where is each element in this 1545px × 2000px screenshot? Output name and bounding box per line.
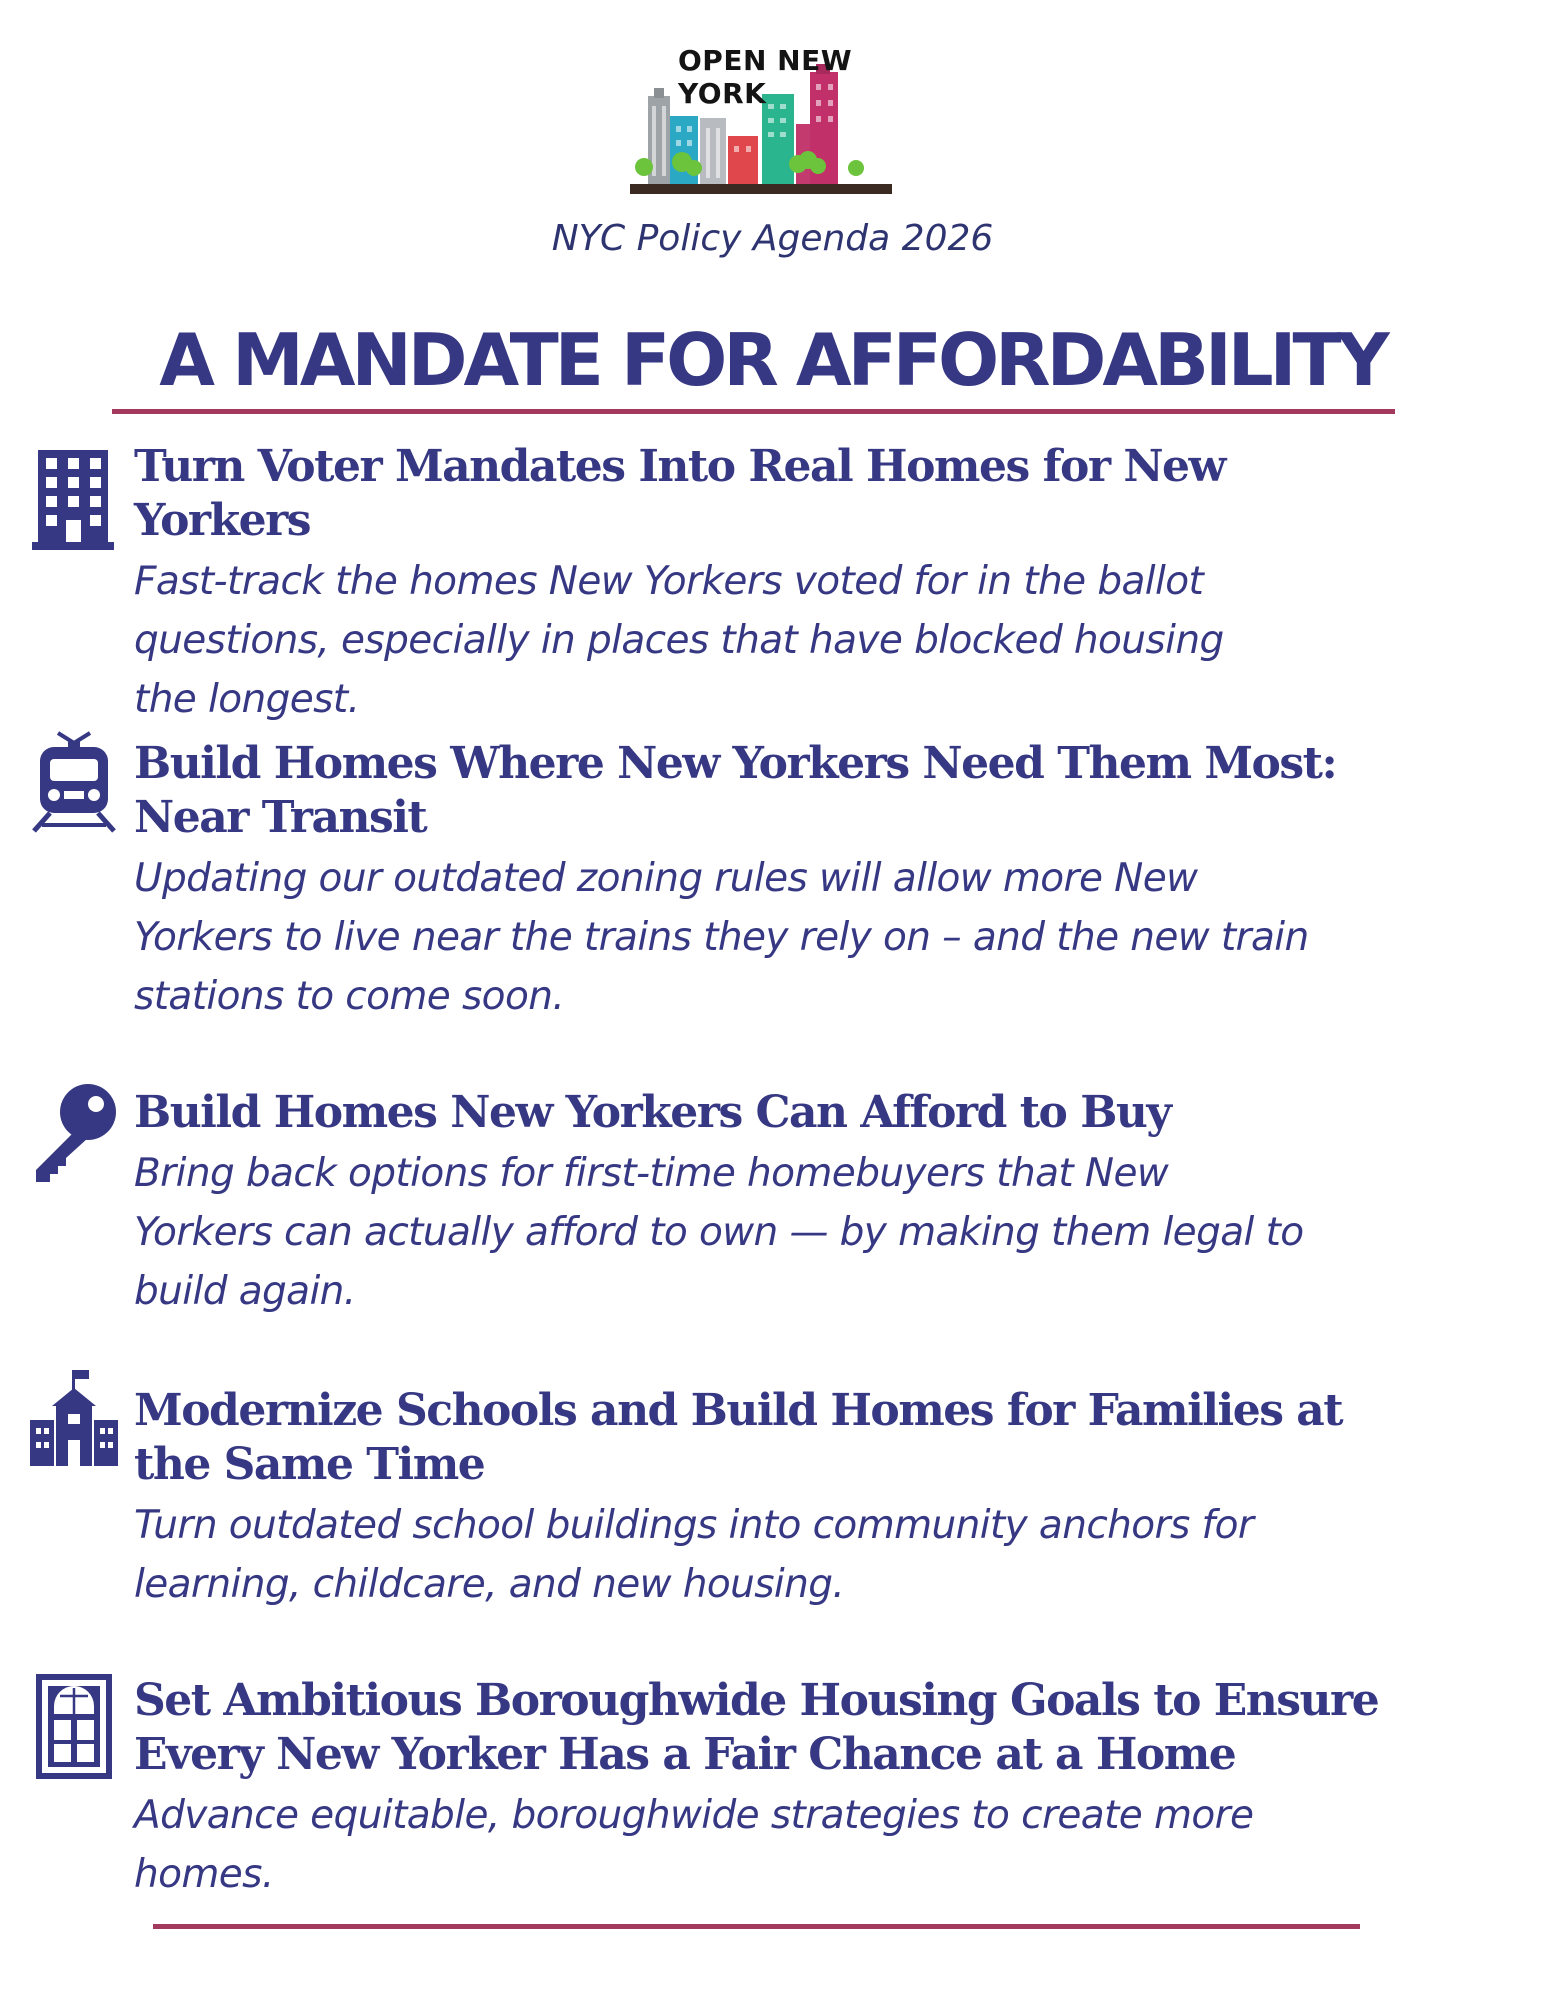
logo-line-2: YORK [678, 77, 767, 110]
door-icon [30, 1674, 118, 1779]
item-heading: Turn Voter Mandates Into Real Homes for New Yorkers [134, 441, 1225, 546]
logo-wordmark [678, 44, 852, 110]
top-divider [112, 409, 1395, 414]
logo-line-1: OPEN NEW [678, 44, 853, 77]
item-heading: Build Homes New Yorkers Can Afford to Buy [134, 1087, 1171, 1138]
school-icon [30, 1370, 118, 1475]
page-title: A MANDATE FOR AFFORDABILITY [159, 318, 1386, 402]
item-heading: Build Homes Where New Yorkers Need Them Most: Near Transit [134, 738, 1337, 843]
item-body: Fast-track the homes New Yorkers voted for in the ballot questions, especially in places that have blocked housing the longest. [134, 559, 1224, 722]
building-icon [30, 450, 118, 555]
open-new-york-logo [630, 44, 910, 204]
bottom-divider [153, 1924, 1360, 1929]
page-subtitle: NYC Policy Agenda 2026 [551, 218, 994, 259]
item-heading: Set Ambitious Boroughwide Housing Goals to Ensure Every New Yorker Has a Fair Chance at a Home [134, 1675, 1379, 1780]
item-body: Advance equitable, boroughwide strategies to create more homes. [134, 1793, 1254, 1897]
item-body: Updating our outdated zoning rules will allow more New Yorkers to live near the trains they rely on – and the new train stations to come soon. [134, 856, 1309, 1019]
key-icon [30, 1082, 118, 1187]
item-heading: Modernize Schools and Build Homes for Families at the Same Time [134, 1385, 1343, 1490]
item-body: Turn outdated school buildings into community anchors for learning, childcare, and new housing. [134, 1503, 1254, 1607]
train-icon [30, 729, 118, 834]
item-body: Bring back options for first-time homebuyers that New Yorkers can actually afford to own — by making them legal to build again. [134, 1151, 1304, 1314]
